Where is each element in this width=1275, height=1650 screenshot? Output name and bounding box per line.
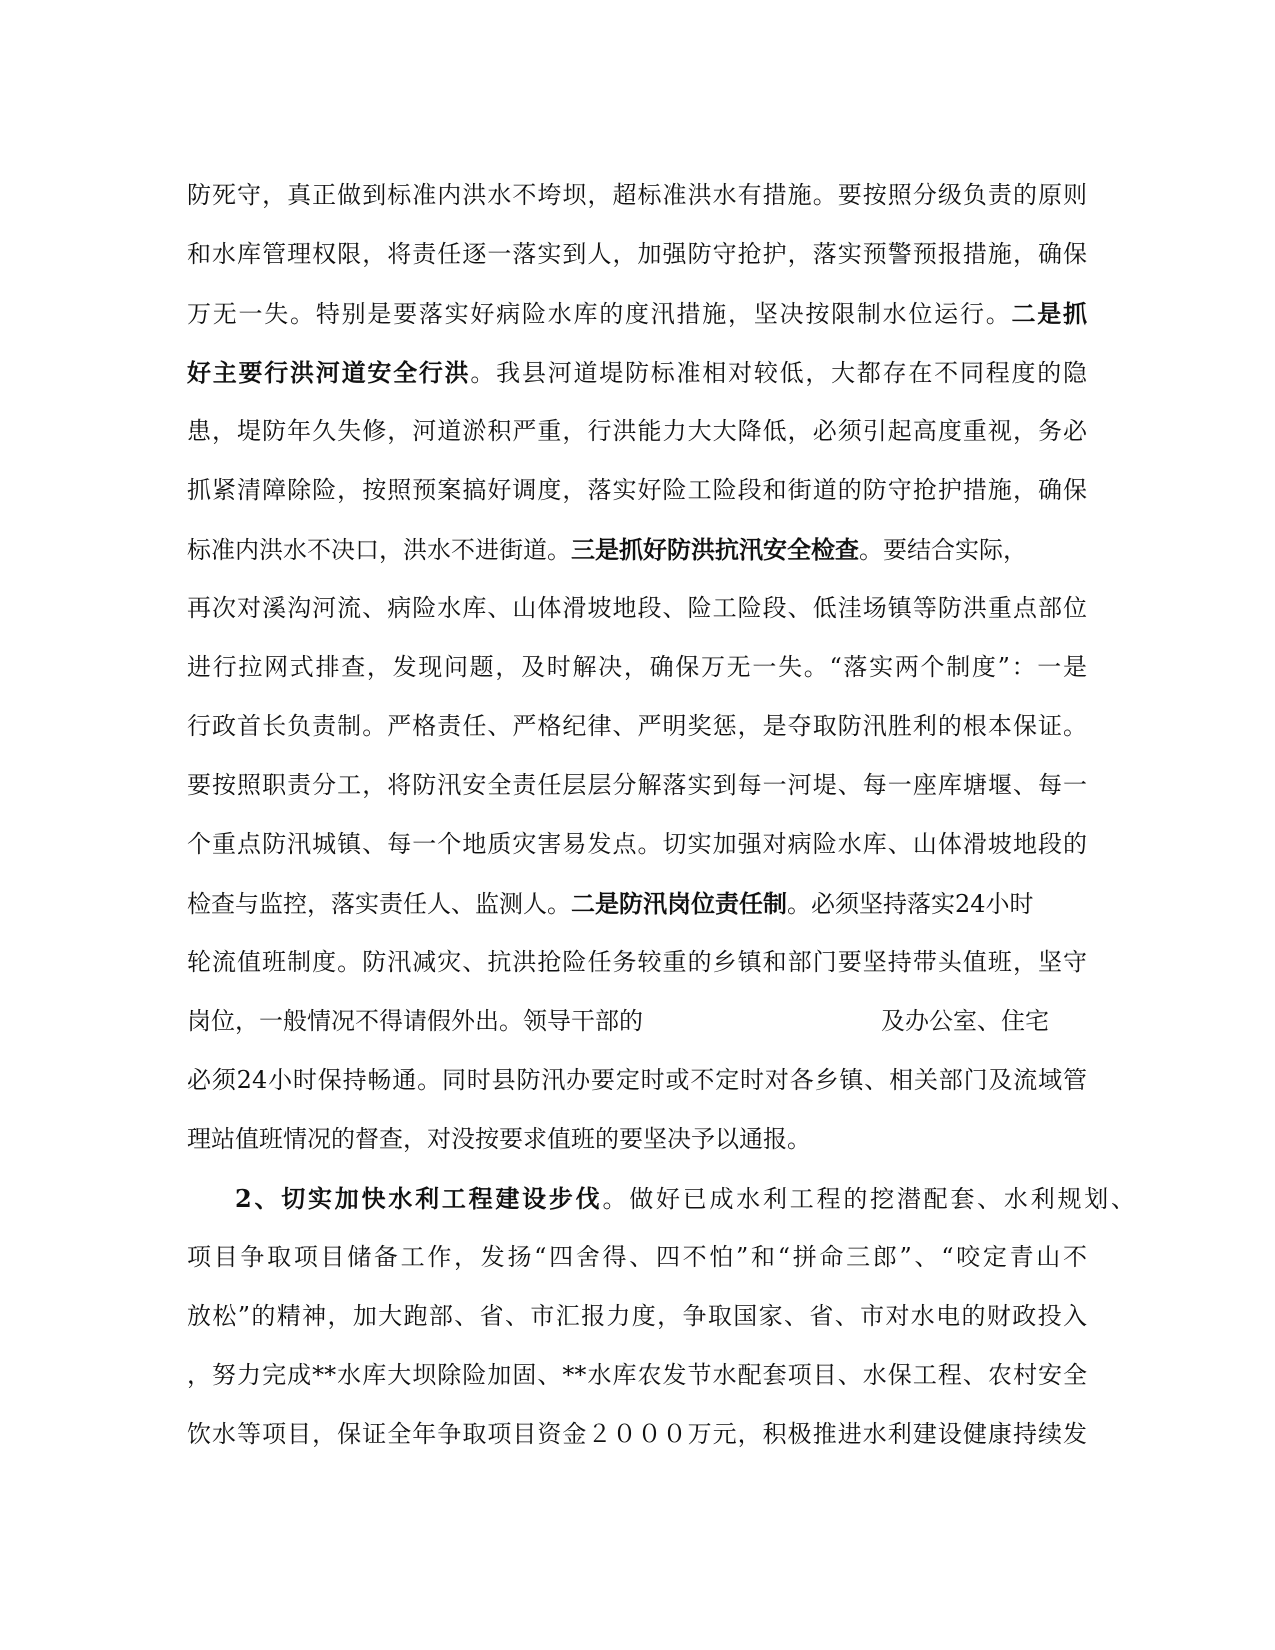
bold-text-run: 三是抓好防洪抗汛安全检查 bbox=[571, 535, 859, 564]
text-line bbox=[187, 874, 1087, 933]
text-run: 及办公室、住宅 bbox=[881, 1007, 1049, 1035]
text-run: 岗位，一般情况不得请假外出。领导干部的 bbox=[187, 1007, 643, 1035]
text-run: 轮流值班制度。防汛减灾、抗洪抢险任务较重的乡镇和部门要坚持带头值班，坚守 bbox=[187, 948, 1087, 976]
text-run: 项目争取项目储备工作，发扬“四舍得、四不怕”和“拼命三郎”、“咬定青山不 bbox=[187, 1243, 1087, 1271]
text-line bbox=[187, 933, 1087, 992]
text-run: 放松”的精神，加大跑部、省、市汇报力度，争取国家、省、市对水电的财政投入 bbox=[187, 1302, 1087, 1330]
bold-text-run: 二是防汛岗位责任制 bbox=[571, 889, 787, 918]
text-run: 。必须坚持落实24小时 bbox=[787, 890, 1034, 918]
text-run: 检查与监控，落实责任人、监测人。 bbox=[187, 890, 571, 918]
text-run: 行政首长负责制。严格责任、严格纪律、严明奖惩，是夺取防汛胜利的根本保证。 bbox=[187, 712, 1087, 740]
text-line bbox=[187, 166, 1087, 225]
text-line bbox=[187, 1051, 1087, 1110]
text-line bbox=[187, 402, 1087, 461]
text-run: 和水库管理权限，将责任逐一落实到人，加强防守抢护，落实预警预报措施，确保 bbox=[187, 240, 1087, 268]
text-line bbox=[187, 697, 1087, 756]
text-line bbox=[187, 815, 1087, 874]
text-line bbox=[187, 225, 1087, 284]
text-line bbox=[187, 284, 1087, 343]
text-run: 患，堤防年久失修，河道淤积严重，行洪能力大大降低，必须引起高度重视，务必 bbox=[187, 417, 1087, 445]
text-line bbox=[187, 1169, 1135, 1228]
body-text bbox=[187, 166, 1136, 1464]
text-run: ，努力完成**水库大坝除险加固、**水库农发节水配套项目、水保工程、农村安全 bbox=[187, 1361, 1087, 1389]
text-line bbox=[187, 579, 1087, 638]
text-run: 要按照职责分工，将防汛安全责任层层分解落实到每一河堤、每一座库塘堰、每一 bbox=[187, 771, 1087, 799]
bold-text-run: 好主要行洪河道安全行洪 bbox=[187, 358, 471, 387]
text-line bbox=[187, 520, 1087, 579]
text-line bbox=[187, 343, 1087, 402]
text-line bbox=[187, 461, 1087, 520]
text-line bbox=[187, 1228, 1087, 1287]
bold-text-run: 2、切实加快水利工程建设步伐 bbox=[235, 1184, 603, 1213]
text-run: 理站值班情况的督查，对没按要求值班的要坚决予以通报。 bbox=[187, 1125, 811, 1153]
bold-text-run: 二是抓 bbox=[1011, 299, 1087, 328]
text-line bbox=[187, 756, 1087, 815]
text-run: 必须24小时保持畅通。同时县防汛办要定时或不定时对各乡镇、相关部门及流域管 bbox=[187, 1066, 1087, 1094]
text-line bbox=[187, 992, 1087, 1051]
text-run: 万无一失。特别是要落实好病险水库的度汛措施，坚决按限制水位运行。 bbox=[187, 300, 1012, 328]
text-run: 再次对溪沟河流、病险水库、山体滑坡地段、险工险段、低洼场镇等防洪重点部位 bbox=[187, 594, 1087, 622]
text-run: 标准内洪水不决口，洪水不进街道。 bbox=[187, 536, 571, 564]
text-line bbox=[187, 1287, 1087, 1346]
text-line bbox=[187, 1110, 1087, 1169]
text-line bbox=[187, 638, 1087, 697]
text-run: 。做好已成水利工程的挖潜配套、水利规划、 bbox=[602, 1185, 1136, 1213]
text-run: 饮水等项目，保证全年争取项目资金２０００万元，积极推进水利建设健康持续发 bbox=[187, 1420, 1087, 1448]
text-run: 。我县河道堤防标准相对较低，大都存在不同程度的隐 bbox=[470, 359, 1088, 387]
text-run: 防死守，真正做到标准内洪水不垮坝，超标准洪水有措施。要按照分级负责的原则 bbox=[187, 181, 1087, 209]
text-run: 进行拉网式排查，发现问题，及时解决，确保万无一失。“落实两个制度”：一是 bbox=[187, 653, 1087, 681]
text-run: 。要结合实际， bbox=[859, 536, 1027, 564]
text-line bbox=[187, 1346, 1087, 1405]
text-run: 个重点防汛城镇、每一个地质灾害易发点。切实加强对病险水库、山体滑坡地段的 bbox=[187, 830, 1087, 858]
text-run: 抓紧清障除险，按照预案搞好调度，落实好险工险段和街道的防守抢护措施，确保 bbox=[187, 476, 1087, 504]
text-line bbox=[187, 1405, 1087, 1464]
